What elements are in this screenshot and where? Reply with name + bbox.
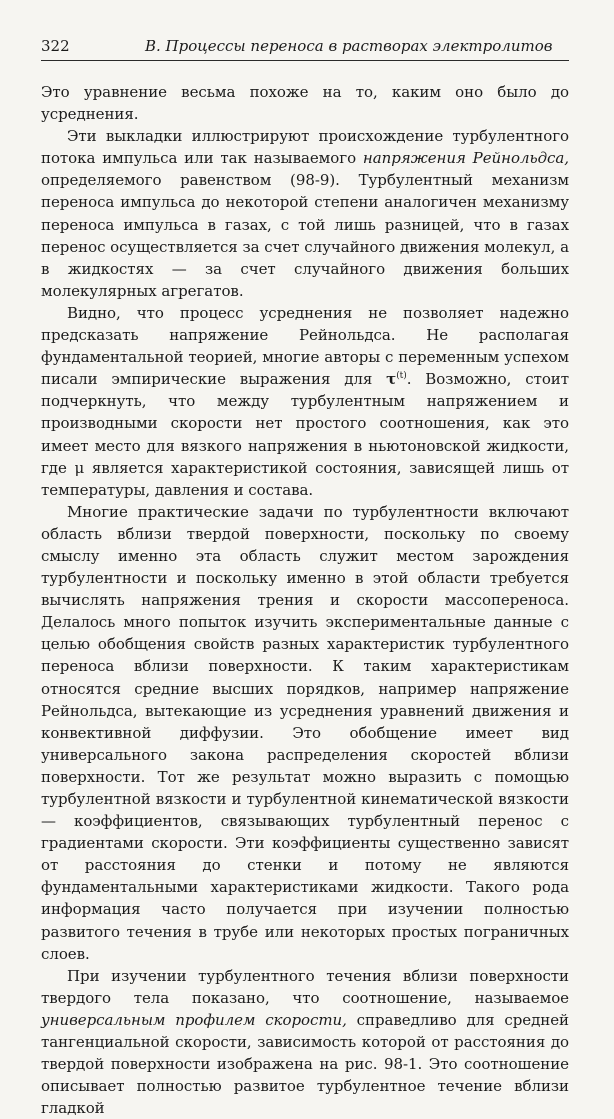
body-text [41, 81, 569, 1119]
paragraph-3-text-a: Видно, что процесс усреднения не позволяет надежно предсказать напряжение Рейнольдса. Не располагая фундаментальной теорией, многие авторы с переменным успехом писали эмпирические выражения для [41, 303, 569, 389]
paragraph-3-text-b: . Возможно, стоит подчеркнуть, что между турбулентным напряжением и производными скорости нет простого соотношения, как это имеет место для вязкого напряжения в ньютоновской жидкости, где μ является характеристикой состояния, зависящей лишь от температуры, давления и состава. [41, 370, 569, 499]
term-reynolds-stress: напряжения Рейнольдса, [362, 149, 570, 168]
page-header [41, 34, 569, 61]
paragraph-2-text-a: Эти выкладки иллюстрируют происхождение турбулентного потока импульса или так называемого [41, 127, 569, 168]
paragraph-2-text-b: определяемого равенством (98-9). Турбулентный механизм переноса импульса до некоторой степени аналогичен механизму переноса импульса в газах, с той лишь разницей, что в газах перенос осуществляется за счет случайного движения молекул, а в жидкостях — за счет случайного движения больших молекулярных агрегатов. [41, 171, 569, 300]
tau-superscript: (t) [396, 371, 407, 382]
term-universal-velocity-profile: универсальным профилем скорости, [41, 1010, 347, 1029]
running-title: В. Процессы переноса в растворах электролитов [145, 37, 553, 55]
paragraph-5-text-a: При изучении турбулентного течения вблизи поверхности твердого тела показано, что соотношение, называемое [41, 966, 569, 1007]
tau-symbol: τ [386, 370, 397, 389]
page-number: 322 [41, 37, 70, 55]
paragraph-5 [41, 965, 569, 1119]
paragraph-2 [41, 125, 569, 302]
paragraph-1: Это уравнение весьма похоже на то, каким оно было до усреднения. [41, 83, 569, 124]
paragraph-4: Многие практические задачи по турбулентности включают область вблизи твердой поверхности, поскольку по своему смыслу именно эта область служит местом зарождения турбулентности и поскольку именно в этой области требуется вычислять напряжения трения и скорости массопереноса. Делалось много попыток изучить экспериментальные данные с целью обобщения свойств разных характеристик турбулентного переноса вблизи поверхности. К таким характеристикам относятся средние высших порядков, например напряжение Рейнольдса, вытекающие из усреднения уравнений движения и конвективной диффузии. Это обобщение имеет вид универсального закона распределения скоростей вблизи поверхности. Тот же результат можно выразить с помощью турбулентной вязкости и турбулентной кинематической вязкости — коэффициентов, связывающих турбулентный перенос с градиентами скорости. Эти коэффициенты существенно зависят от расстояния до стенки и потому не являются фундаментальными характеристиками жидкости. Такого рода информация часто получается при изучении полностью развитого течения в трубе или некоторых простых пограничных слоев. [41, 502, 569, 963]
paragraph-5-text-b: справедливо для средней тангенциальной скорости, зависимость которой от расстояния до твердой поверхности изображена на рис. 98-1. Это соотношение описывает полностью развитое турбулентное течение вблизи гладкой [41, 1010, 569, 1118]
paragraph-3 [41, 302, 569, 501]
